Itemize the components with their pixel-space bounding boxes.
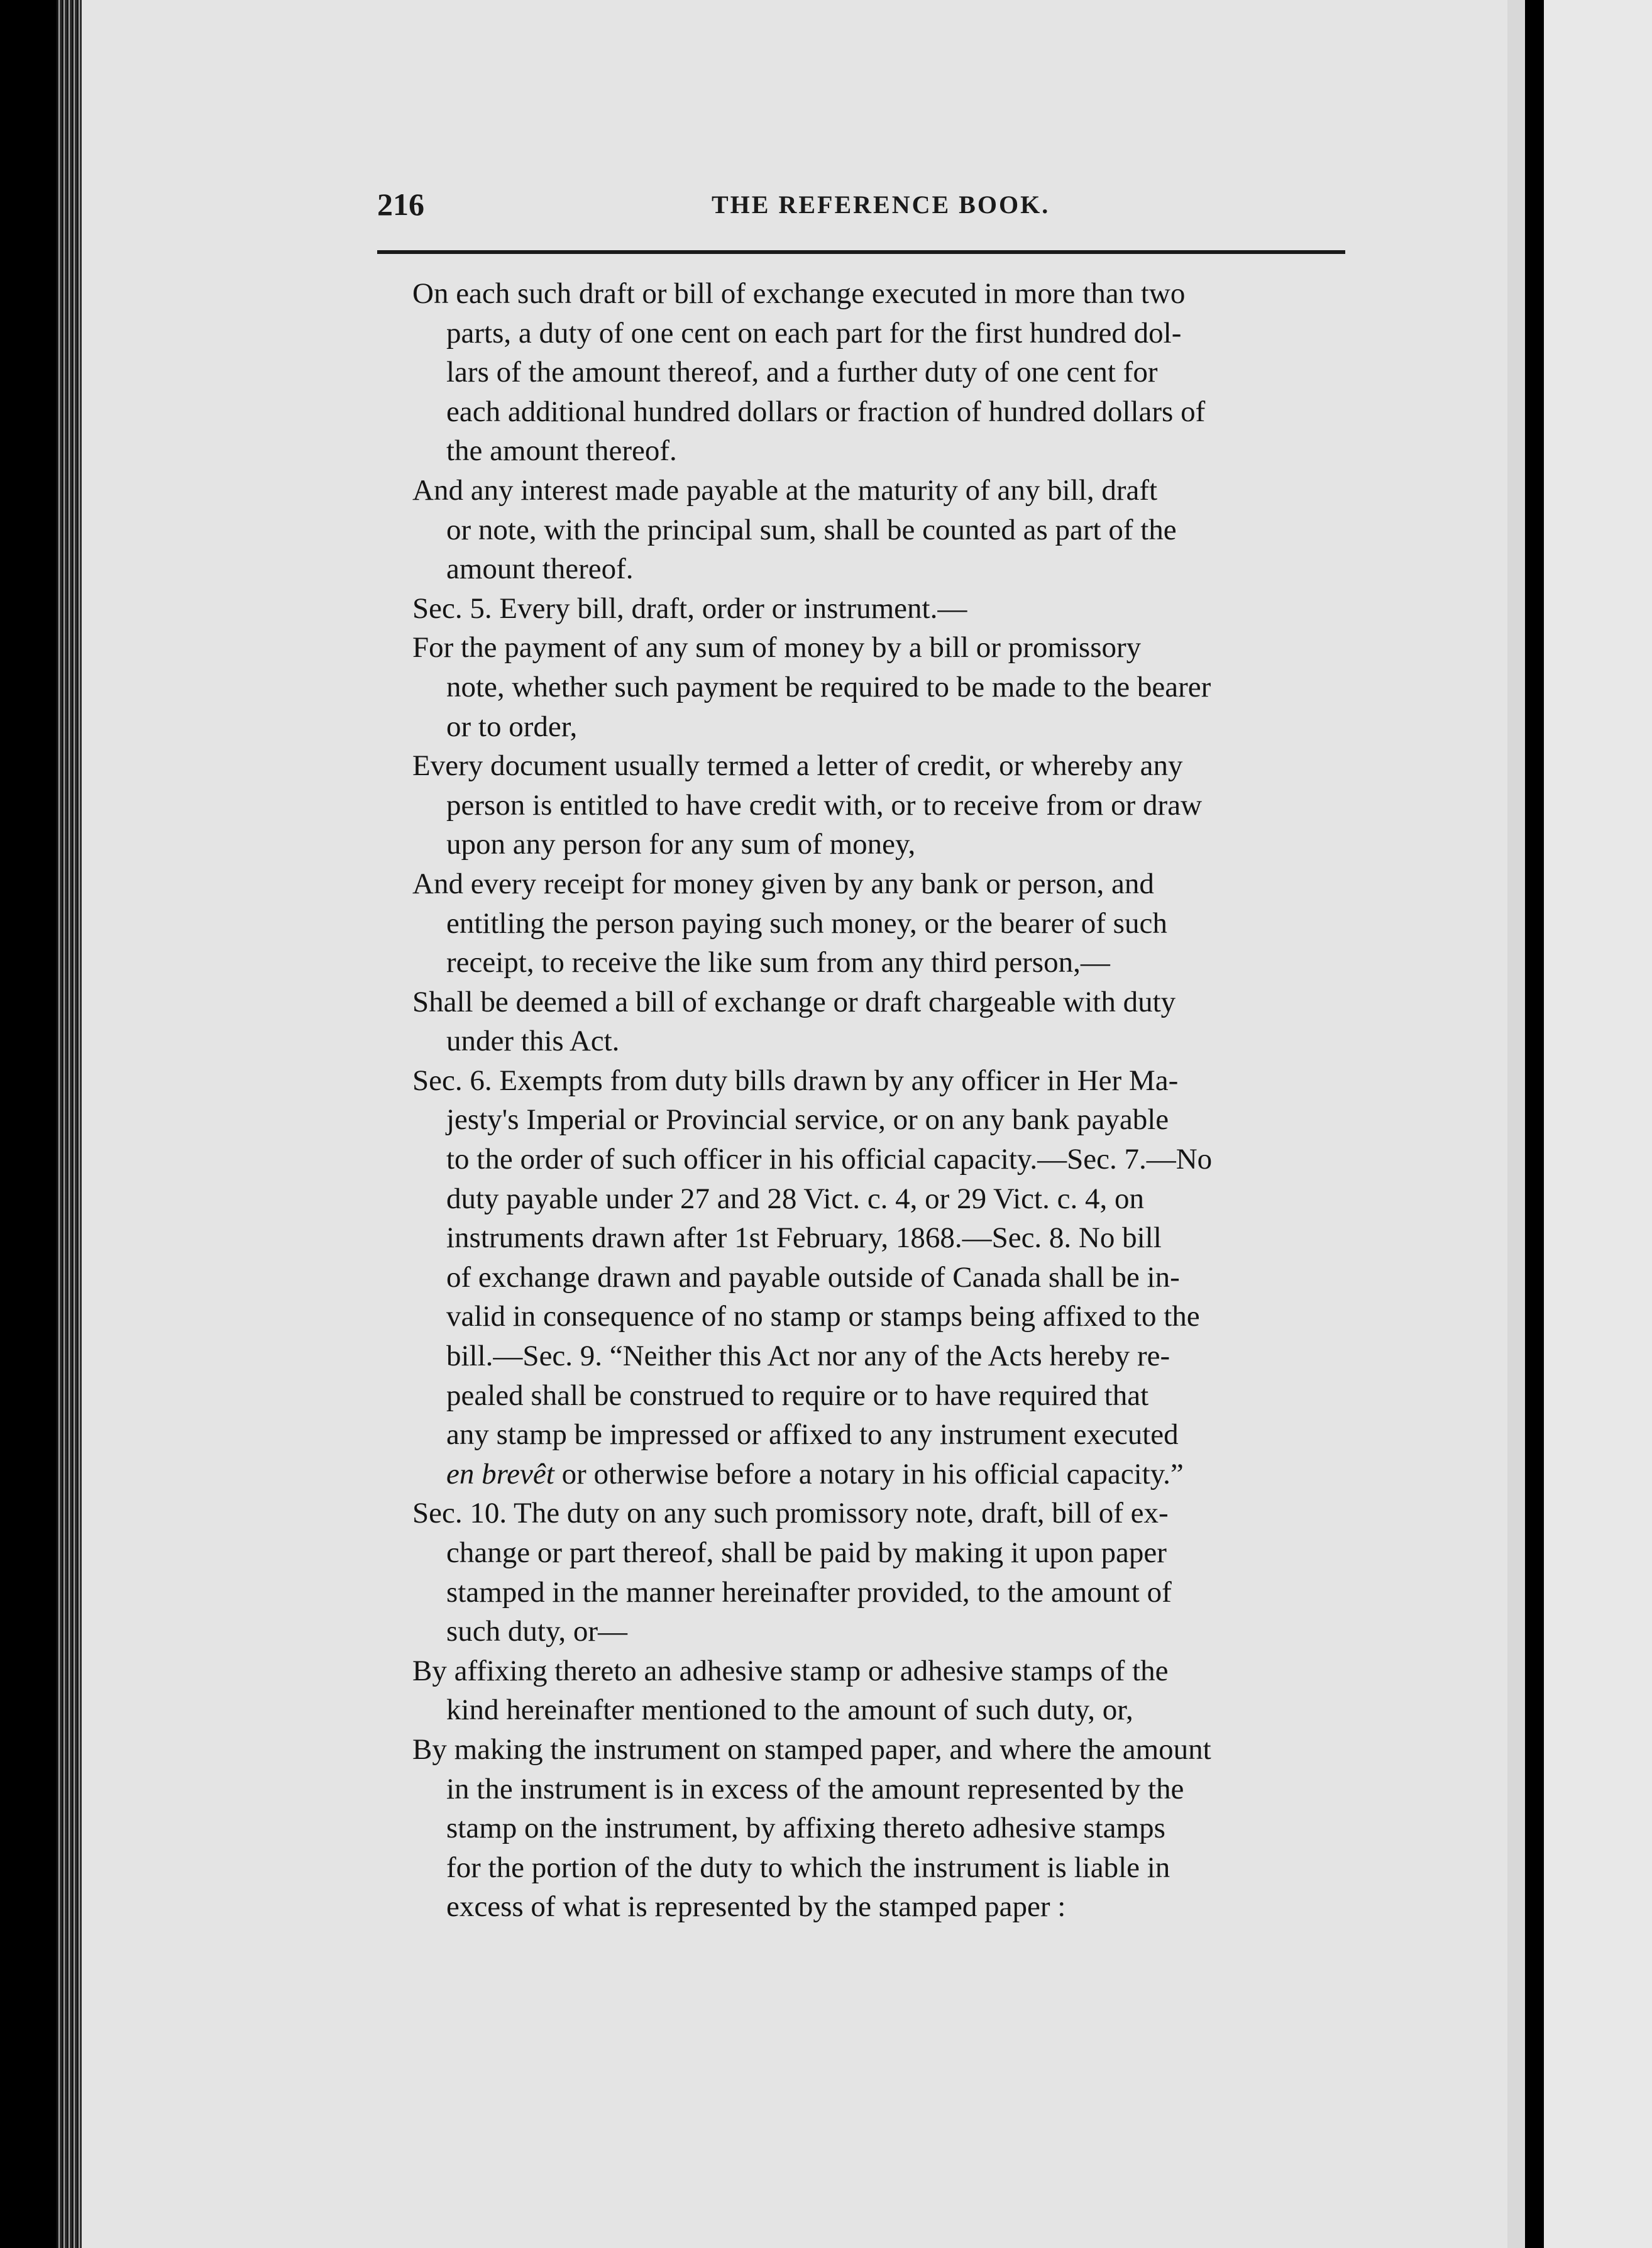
paragraph [412, 1730, 1345, 1927]
adjacent-page [1544, 0, 1652, 2248]
text-line [446, 1455, 1345, 1494]
text-line: Sec. 10. The duty on any such promissory note, draft, bill of ex- [412, 1497, 1169, 1530]
text-line: person is entitled to have credit with, or to receive from or draw [446, 788, 1203, 822]
header-rule [377, 250, 1345, 254]
paragraph [412, 983, 1345, 1061]
text-line: pealed shall be construed to require or to have required that [446, 1379, 1149, 1412]
text-line: instruments drawn after 1st February, 1868.—Sec. 8. No bill [446, 1221, 1162, 1255]
page-header [377, 186, 1345, 224]
text-line: receipt, to receive the like sum from any third person,— [446, 946, 1110, 979]
text-line: or note, with the principal sum, shall be counted as part of the [446, 513, 1177, 546]
body-text [412, 274, 1345, 1927]
text-line: or to order, [446, 710, 578, 743]
text-line: duty payable under 27 and 28 Vict. c. 4, or 29 Vict. c. 4, on [446, 1182, 1144, 1215]
text-line: kind hereinafter mentioned to the amount of such duty, or, [446, 1694, 1133, 1727]
italic-term: en brevêt [446, 1457, 554, 1490]
text-line: change or part thereof, shall be paid by making it upon paper [446, 1536, 1167, 1569]
text-line: Sec. 6. Exempts from duty bills drawn by any officer in Her Ma- [412, 1064, 1179, 1097]
text-line: parts, a duty of one cent on each part for the first hundred dol- [446, 316, 1182, 350]
paragraph [412, 589, 1345, 629]
text-line: By making the instrument on stamped paper, and where the amount [412, 1733, 1211, 1766]
text-line: For the payment of any sum of money by a bill or promissory [412, 631, 1142, 664]
text-line: And every receipt for money given by any bank or person, and [412, 867, 1154, 900]
text-fragment: or otherwise before a notary in his official capacity.” [554, 1457, 1184, 1490]
running-head: THE REFERENCE BOOK. [712, 190, 1050, 219]
text-line: valid in consequence of no stamp or stamps being affixed to the [446, 1300, 1200, 1333]
text-line: And any interest made payable at the maturity of any bill, draft [412, 473, 1158, 507]
paragraph [412, 628, 1345, 746]
text-line: such duty, or— [446, 1615, 628, 1648]
text-line: stamped in the manner hereinafter provided, to the amount of [446, 1575, 1172, 1609]
text-line: By affixing thereto an adhesive stamp or adhesive stamps of the [412, 1654, 1169, 1687]
text-line: amount thereof. [446, 553, 634, 586]
text-line: in the instrument is in excess of the amount represented by the [446, 1772, 1184, 1805]
text-line: any stamp be impressed or affixed to any instrument executed [446, 1418, 1179, 1452]
paragraph [412, 274, 1345, 471]
text-line: the amount thereof. [446, 434, 677, 468]
text-line: jesty's Imperial or Provincial service, or on any bank payable [446, 1103, 1169, 1137]
text-line: lars of the amount thereof, and a further duty of one cent for [446, 356, 1158, 389]
text-line: bill.—Sec. 9. “Neither this Act nor any of the Acts hereby re- [446, 1340, 1170, 1373]
text-line: each additional hundred dollars or fraction of hundred dollars of [446, 395, 1206, 428]
text-line: for the portion of the duty to which the instrument is liable in [446, 1851, 1170, 1884]
text-line: under this Act. [446, 1025, 620, 1058]
paragraph [412, 746, 1345, 864]
text-line: Sec. 5. Every bill, draft, order or instrument.— [412, 592, 967, 625]
gutter-shadow [1525, 0, 1544, 2248]
text-line: of exchange drawn and payable outside of Canada shall be in- [446, 1260, 1180, 1294]
text-line: Shall be deemed a bill of exchange or draft chargeable with duty [412, 985, 1176, 1018]
text-line: On each such draft or bill of exchange executed in more than two [412, 277, 1186, 310]
text-line: Every document usually termed a letter of credit, or whereby any [412, 749, 1183, 783]
paragraph [412, 1494, 1345, 1651]
paragraph [412, 471, 1345, 589]
text-line: excess of what is represented by the stamped paper : [446, 1890, 1066, 1924]
text-line: note, whether such payment be required to be made to the bearer [446, 670, 1211, 703]
text-line: entitling the person paying such money, or the bearer of such [446, 906, 1167, 940]
page-edges [57, 0, 82, 2248]
page-margin-right [1507, 0, 1525, 2248]
text-line: upon any person for any sum of money, [446, 828, 916, 861]
text-line: to the order of such officer in his official capacity.—Sec. 7.—No [446, 1143, 1213, 1176]
paragraph [412, 1651, 1345, 1730]
text-line: stamp on the instrument, by affixing thereto adhesive stamps [446, 1812, 1165, 1845]
page-number: 216 [377, 187, 424, 222]
paragraph [412, 1061, 1345, 1494]
paragraph [412, 864, 1345, 983]
